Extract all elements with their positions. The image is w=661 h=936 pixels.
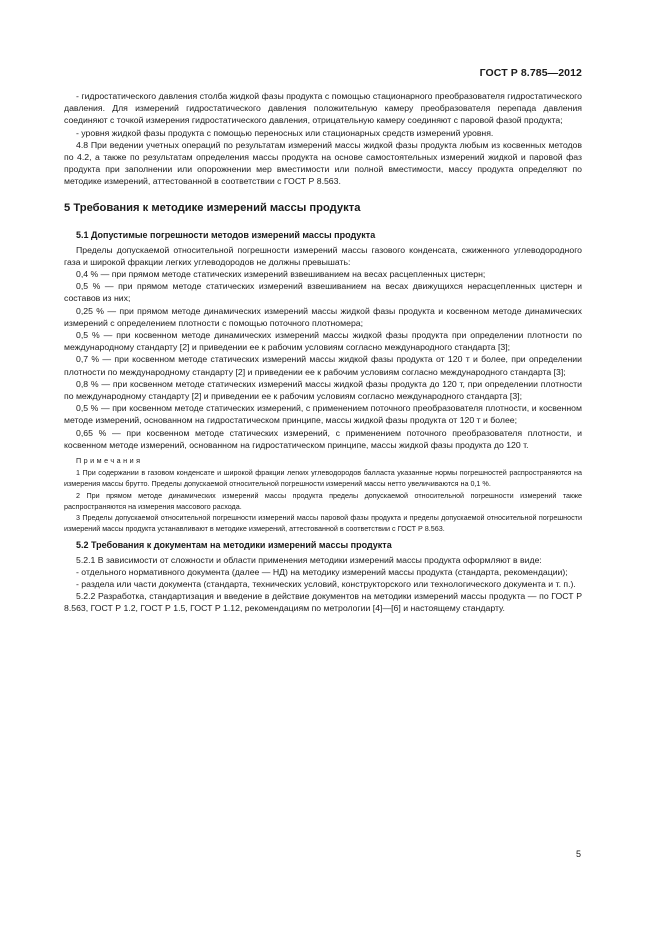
paragraph: 0,4 % — при прямом методе статических измерений взвешиванием на весах расцепленных цистерн;	[76, 269, 486, 280]
notes-title: Примечания	[76, 456, 143, 466]
note-item: 3 Пределы допускаемой относительной погрешности измерений массы паровой фазы продукта и пределы допускаемой относительной погрешности измерений массы продукта устанавливают в методике измерений, аттестованной в соответствии с ГОСТ Р 8.563.	[64, 513, 582, 534]
paragraph: 5.2.1 В зависимости от сложности и области применения методики измерений массы продукта оформляют в виде:	[76, 554, 542, 565]
paragraph: - гидростатического давления столба жидкой фазы продукта с помощью стационарного преобразователя гидростатического давления. Для измерений гидростатического давления положительную камеру преобразователя перепада давления соединяют с точкой измерения гидростатического давления, отрицательную камеру соединяют с паровой фазой продукта;	[64, 91, 582, 126]
subsection-heading: 5.1 Допустимые погрешности методов измерений массы продукта	[76, 229, 376, 240]
paragraph: Пределы допускаемой относительной погрешности измерений массы газового конденсата, сжиженного углеводородного газа и широкой фракции легких углеводородов не должны превышать:	[64, 244, 582, 267]
section-heading: 5 Требования к методике измерений массы продукта	[64, 201, 361, 214]
paragraph: 0,7 % — при косвенном методе статических измерений массы жидкой фазы продукта от 120 т и более, при определении плотности по международному стандарту [2] и приведении ее к рабочим условиям согласно международного стандарта [3];	[64, 354, 582, 377]
paragraph: 0,25 % — при прямом методе динамических измерений массы жидкой фазы продукта и косвенном методе динамических измерений с определением плотности с помощью поточного плотномера;	[64, 305, 582, 328]
page-number: 5	[575, 849, 581, 859]
note-item: 1 При содержании в газовом конденсате и широкой фракции легких углеводородов балласта указанные нормы погрешностей распространяются на измерения массы брутто. Пределы допускаемой относительной погрешности измерений массы нетто увеличиваются на 0,1 %.	[64, 468, 582, 489]
paragraph: - уровня жидкой фазы продукта с помощью переносных или стационарных средств измерений уровня.	[76, 127, 494, 138]
note-item: 2 При прямом методе динамических измерений массы продукта пределы допускаемой относительной погрешности измерений также распространяются на измерения массового расхода.	[64, 490, 582, 511]
paragraph: 5.2.2 Разработка, стандартизация и введение в действие документов на методики измерений массы продукта — по ГОСТ Р 8.563, ГОСТ Р 1.2, ГОСТ Р 1.5, ГОСТ Р 1.12, рекомендациям по метрологии [4]—[6] и настоящему стандарту.	[64, 591, 582, 614]
paragraph: 0,8 % — при косвенном методе статических измерений массы жидкой фазы продукта до 120 т, при определении плотности по международному стандарту [2] и приведении ее к рабочим условиям согласно международного стандарта [3];	[64, 378, 582, 402]
paragraph: 4.8 При ведении учетных операций по результатам измерений массы жидкой фазы продукта любым из косвенных методов по 4.2, а также по результатам определения массы продукта на основе самостоятельных измерений жидкой и паровой фаз продукта при заполнении или опорожнении мер вместимости или полной вместимости, массу продукта определяют по методике измерений, аттестованной в соответствии с ГОСТ Р 8.563.	[64, 139, 582, 187]
paragraph: - отдельного нормативного документа (далее — НД) на методику измерений массы продукта (стандарта, рекомендации);	[76, 566, 568, 577]
paragraph: 0,65 % — при косвенном методе статических измерений, с применением поточного преобразователя плотности, и косвенном методе измерений, основанном на гидростатическом принципе, массы жидкой фазы продукта до 120 т.	[64, 427, 582, 450]
paragraph: 0,5 % — при косвенном методе динамических измерений массы жидкой фазы продукта при определении плотности по международному стандарту [2] и приведении ее к рабочим условиям согласно международного стандарта [3];	[64, 330, 582, 353]
notes-block	[64, 455, 582, 534]
paragraph: 0,5 % — при косвенном методе статических измерений, с применением поточного преобразователя плотности, и косвенном методе измерений, основанном на гидростатическом принципе, массы жидкой фазы продукта от 120 т и более;	[64, 403, 582, 426]
paragraph: - раздела или части документа (стандарта, технических условий, конструкторского или технологического документа и т. п.).	[76, 578, 576, 589]
document-id: ГОСТ Р 8.785—2012	[479, 67, 582, 79]
paragraph: 0,5 % — при прямом методе статических измерений взвешиванием на весах движущихся нерасцепленных цистерн и составов из них;	[64, 281, 582, 304]
subsection-heading: 5.2 Требования к документам на методики измерений массы продукта	[76, 539, 392, 550]
page-content	[64, 90, 582, 615]
